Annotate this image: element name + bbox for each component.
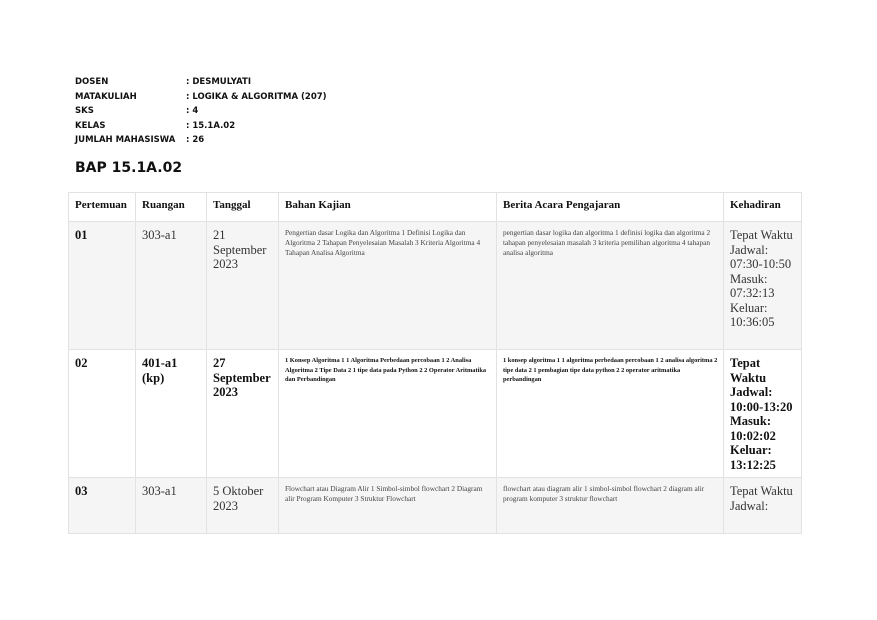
info-label: JUMLAH MAHASISWA — [75, 135, 176, 145]
cell-bahan-kajian: Pengertian dasar Logika dan Algoritma 1 Definisi Logika dan Algoritma 2 Tahapan Penyelesaian Masalah 3 Kriteria Algoritma 4 Tahapan Analisa Algoritma — [279, 222, 497, 350]
info-value: : 15.1A.02 — [186, 120, 236, 131]
info-row-sks — [75, 104, 327, 119]
cell-berita-acara: 1 konsep algoritma 1 1 algoritma perbedaan percobaan 1 2 analisa algoritma 2 tipe data 2 1 pembagian tipe data python 2 2 operator aritmatika perbandingan — [497, 350, 724, 478]
info-row-kelas — [75, 119, 327, 134]
cell-pertemuan: 01 — [69, 222, 136, 350]
header-ruangan: Ruangan — [136, 193, 207, 222]
header-berita-acara: Berita Acara Pengajaran — [497, 193, 724, 222]
table-row — [69, 478, 802, 534]
table-row — [69, 222, 802, 350]
cell-pertemuan: 02 — [69, 350, 136, 478]
header-tanggal: Tanggal — [207, 193, 279, 222]
cell-berita-acara: flowchart atau diagram alir 1 simbol-simbol flowchart 2 diagram alir program komputer 3 struktur flowchart — [497, 478, 724, 534]
cell-kehadiran: Tepat Waktu Jadwal: 10:00-13:20 Masuk: 10:02:02 Keluar: 13:12:25 — [724, 350, 802, 478]
cell-ruangan: 303-a1 — [136, 222, 207, 350]
cell-tanggal: 21 September 2023 — [207, 222, 279, 350]
info-label: DOSEN — [75, 77, 109, 87]
info-value: : 26 — [186, 135, 205, 145]
table-header-row — [69, 193, 802, 222]
info-label: KELAS — [75, 120, 106, 131]
header-kehadiran: Kehadiran — [724, 193, 802, 222]
cell-ruangan: 303-a1 — [136, 478, 207, 534]
info-row-matakuliah — [75, 90, 327, 105]
cell-kehadiran: Tepat Waktu Jadwal: 07:30-10:50 Masuk: 07:32:13 Keluar: 10:36:05 — [724, 222, 802, 350]
cell-berita-acara: pengertian dasar logika dan algoritma 1 definisi logika dan algoritma 2 tahapan penyelesaian masalah 3 kriteria pemilihan algoritma 4 tahapan analisa algoritma — [497, 222, 724, 350]
header-bahan-kajian: Bahan Kajian — [279, 193, 497, 222]
cell-bahan-kajian: 1 Konsep Algoritma 1 1 Algoritma Perbedaan percobaan 1 2 Analisa Algoritma 2 Tipe Data 2 1 tipe data pada Python 2 2 Operator Aritmatika dan Perbandingan — [279, 350, 497, 478]
info-value: : 4 — [186, 106, 199, 116]
cell-kehadiran: Tepat Waktu Jadwal: — [724, 478, 802, 534]
info-label: MATAKULIAH — [75, 91, 137, 102]
cell-tanggal: 5 Oktober 2023 — [207, 478, 279, 534]
info-row-jumlah-mahasiswa — [75, 133, 327, 148]
cell-pertemuan: 03 — [69, 478, 136, 534]
info-row-dosen — [75, 75, 327, 90]
page-title: BAP 15.1A.02 — [75, 160, 183, 176]
info-label: SKS — [75, 106, 94, 116]
header-pertemuan: Pertemuan — [69, 193, 136, 222]
course-info — [75, 75, 327, 148]
cell-tanggal: 27 September 2023 — [207, 350, 279, 478]
bap-table — [68, 192, 802, 534]
table-row — [69, 350, 802, 478]
info-value: : DESMULYATI — [186, 77, 252, 87]
info-value: : LOGIKA & ALGORITMA (207) — [186, 91, 327, 102]
cell-ruangan: 401-a1 (kp) — [136, 350, 207, 478]
cell-bahan-kajian: Flowchart atau Diagram Alir 1 Simbol-simbol flowchart 2 Diagram alir Program Komputer 3 Struktur Flowchart — [279, 478, 497, 534]
